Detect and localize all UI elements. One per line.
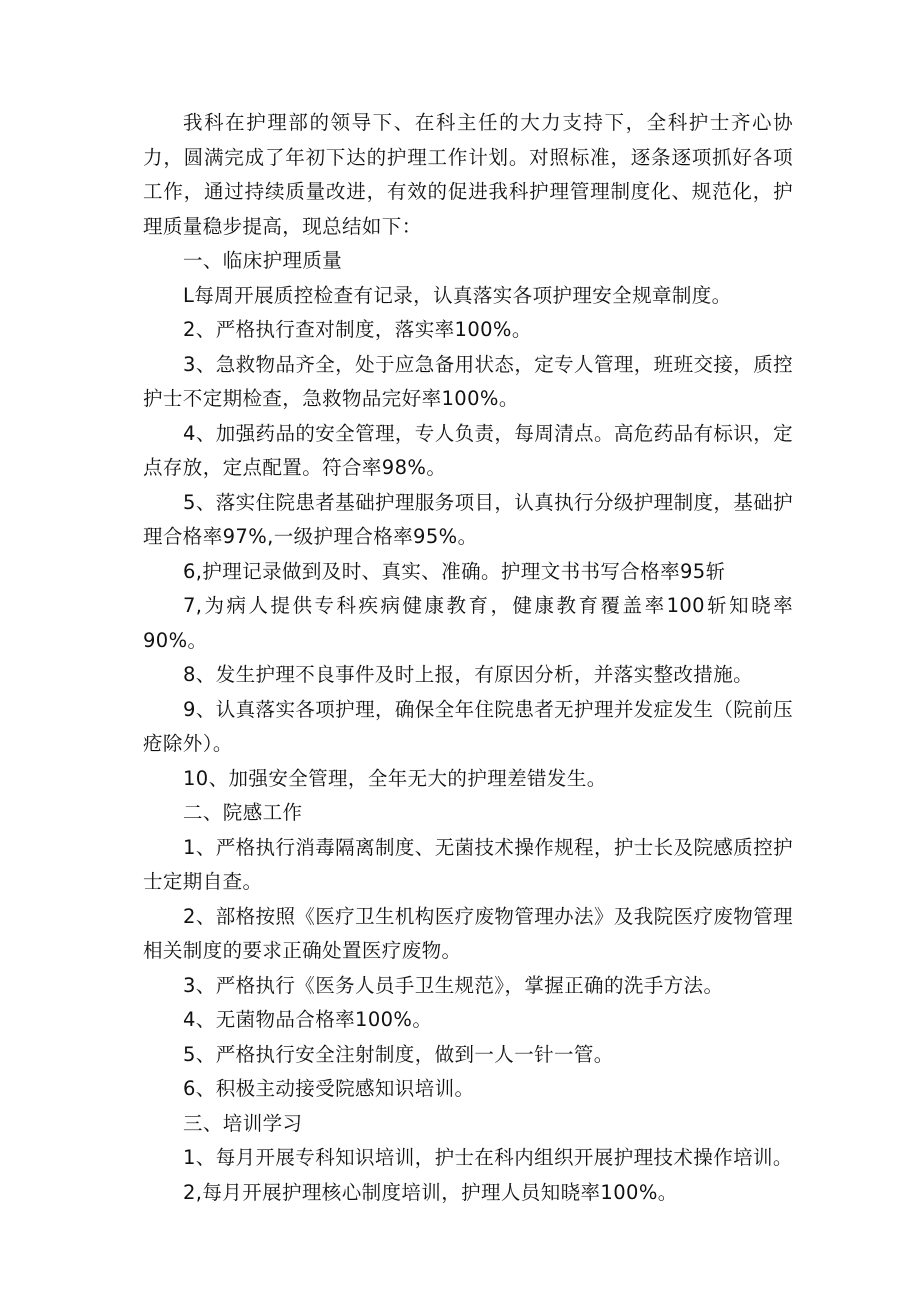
intro-paragraph: 我科在护理部的领导下、在科主任的大力支持下，全科护士齐心协力，圆满完成了年初下达的护理工作计划。对照标准，逐条逐项抓好各项工作，通过持续质量改进，有效的促进我科护理管理制度化、规范化，护理质量稳步提高，现总结如下： — [143, 111, 793, 238]
list-item: 5、严格执行安全注射制度，做到一人一针一管。 — [183, 1042, 614, 1066]
document-body — [143, 106, 793, 1210]
list-item: 3、急救物品齐全，处于应急备用状态，定专人管理，班班交接，质控护士不定期检查，急救物品完好率100%。 — [143, 352, 793, 410]
section-heading-training: 三、培训学习 — [183, 1111, 303, 1135]
list-item: 1、每月开展专科知识培训，护士在科内组织开展护理技术操作培训。 — [183, 1146, 793, 1169]
list-item: 6,护理记录做到及时、真实、准确。护理文书书写合格率95斩 — [183, 559, 726, 583]
list-item: L每周开展质控检查有记录，认真落实各项护理安全规章制度。 — [183, 283, 732, 307]
list-item: 9、认真落实各项护理，确保全年住院患者无护理并发症发生（院前压疮除外）。 — [143, 697, 793, 755]
list-item: 4、无菌物品合格率100%。 — [183, 1008, 433, 1031]
list-item: 1、严格执行消毒隔离制度、无菌技术操作规程，护士长及院感质控护士定期自查。 — [143, 835, 793, 893]
list-item: 4、加强药品的安全管理，专人负责，每周清点。高危药品有标识，定点存放，定点配置。符合率98%。 — [143, 421, 793, 479]
section-heading-infection-control: 二、院感工作 — [183, 801, 303, 824]
list-item: 2、严格执行查对制度，落实率100%。 — [183, 318, 532, 341]
list-item: 3、严格执行《医务人员手卫生规范》，掌握正确的洗手方法。 — [183, 973, 724, 997]
list-item: 2,每月开展护理核心制度培训，护理人员知晓率100%。 — [183, 1180, 678, 1204]
list-item: 8、发生护理不良事件及时上报，有原因分析，并落实整改措施。 — [183, 663, 754, 686]
list-item: 5、落实住院患者基础护理服务项目，认真执行分级护理制度，基础护理合格率97%,一级护理合格率95%。 — [143, 490, 793, 548]
list-item: 2、部格按照《医疗卫生机构医疗废物管理办法》及我院医疗废物管理相关制度的要求正确处置医疗废物。 — [143, 904, 793, 962]
list-item: 6、积极主动接受院感知识培训。 — [183, 1077, 475, 1100]
list-item: 10、加强安全管理，全年无大的护理差错发生。 — [183, 766, 607, 790]
list-item: 7,为病人提供专科疾病健康教育，健康教育覆盖率100斩知晓率90%。 — [143, 594, 793, 652]
section-heading-clinical-nursing: 一、临床护理质量 — [183, 249, 343, 272]
